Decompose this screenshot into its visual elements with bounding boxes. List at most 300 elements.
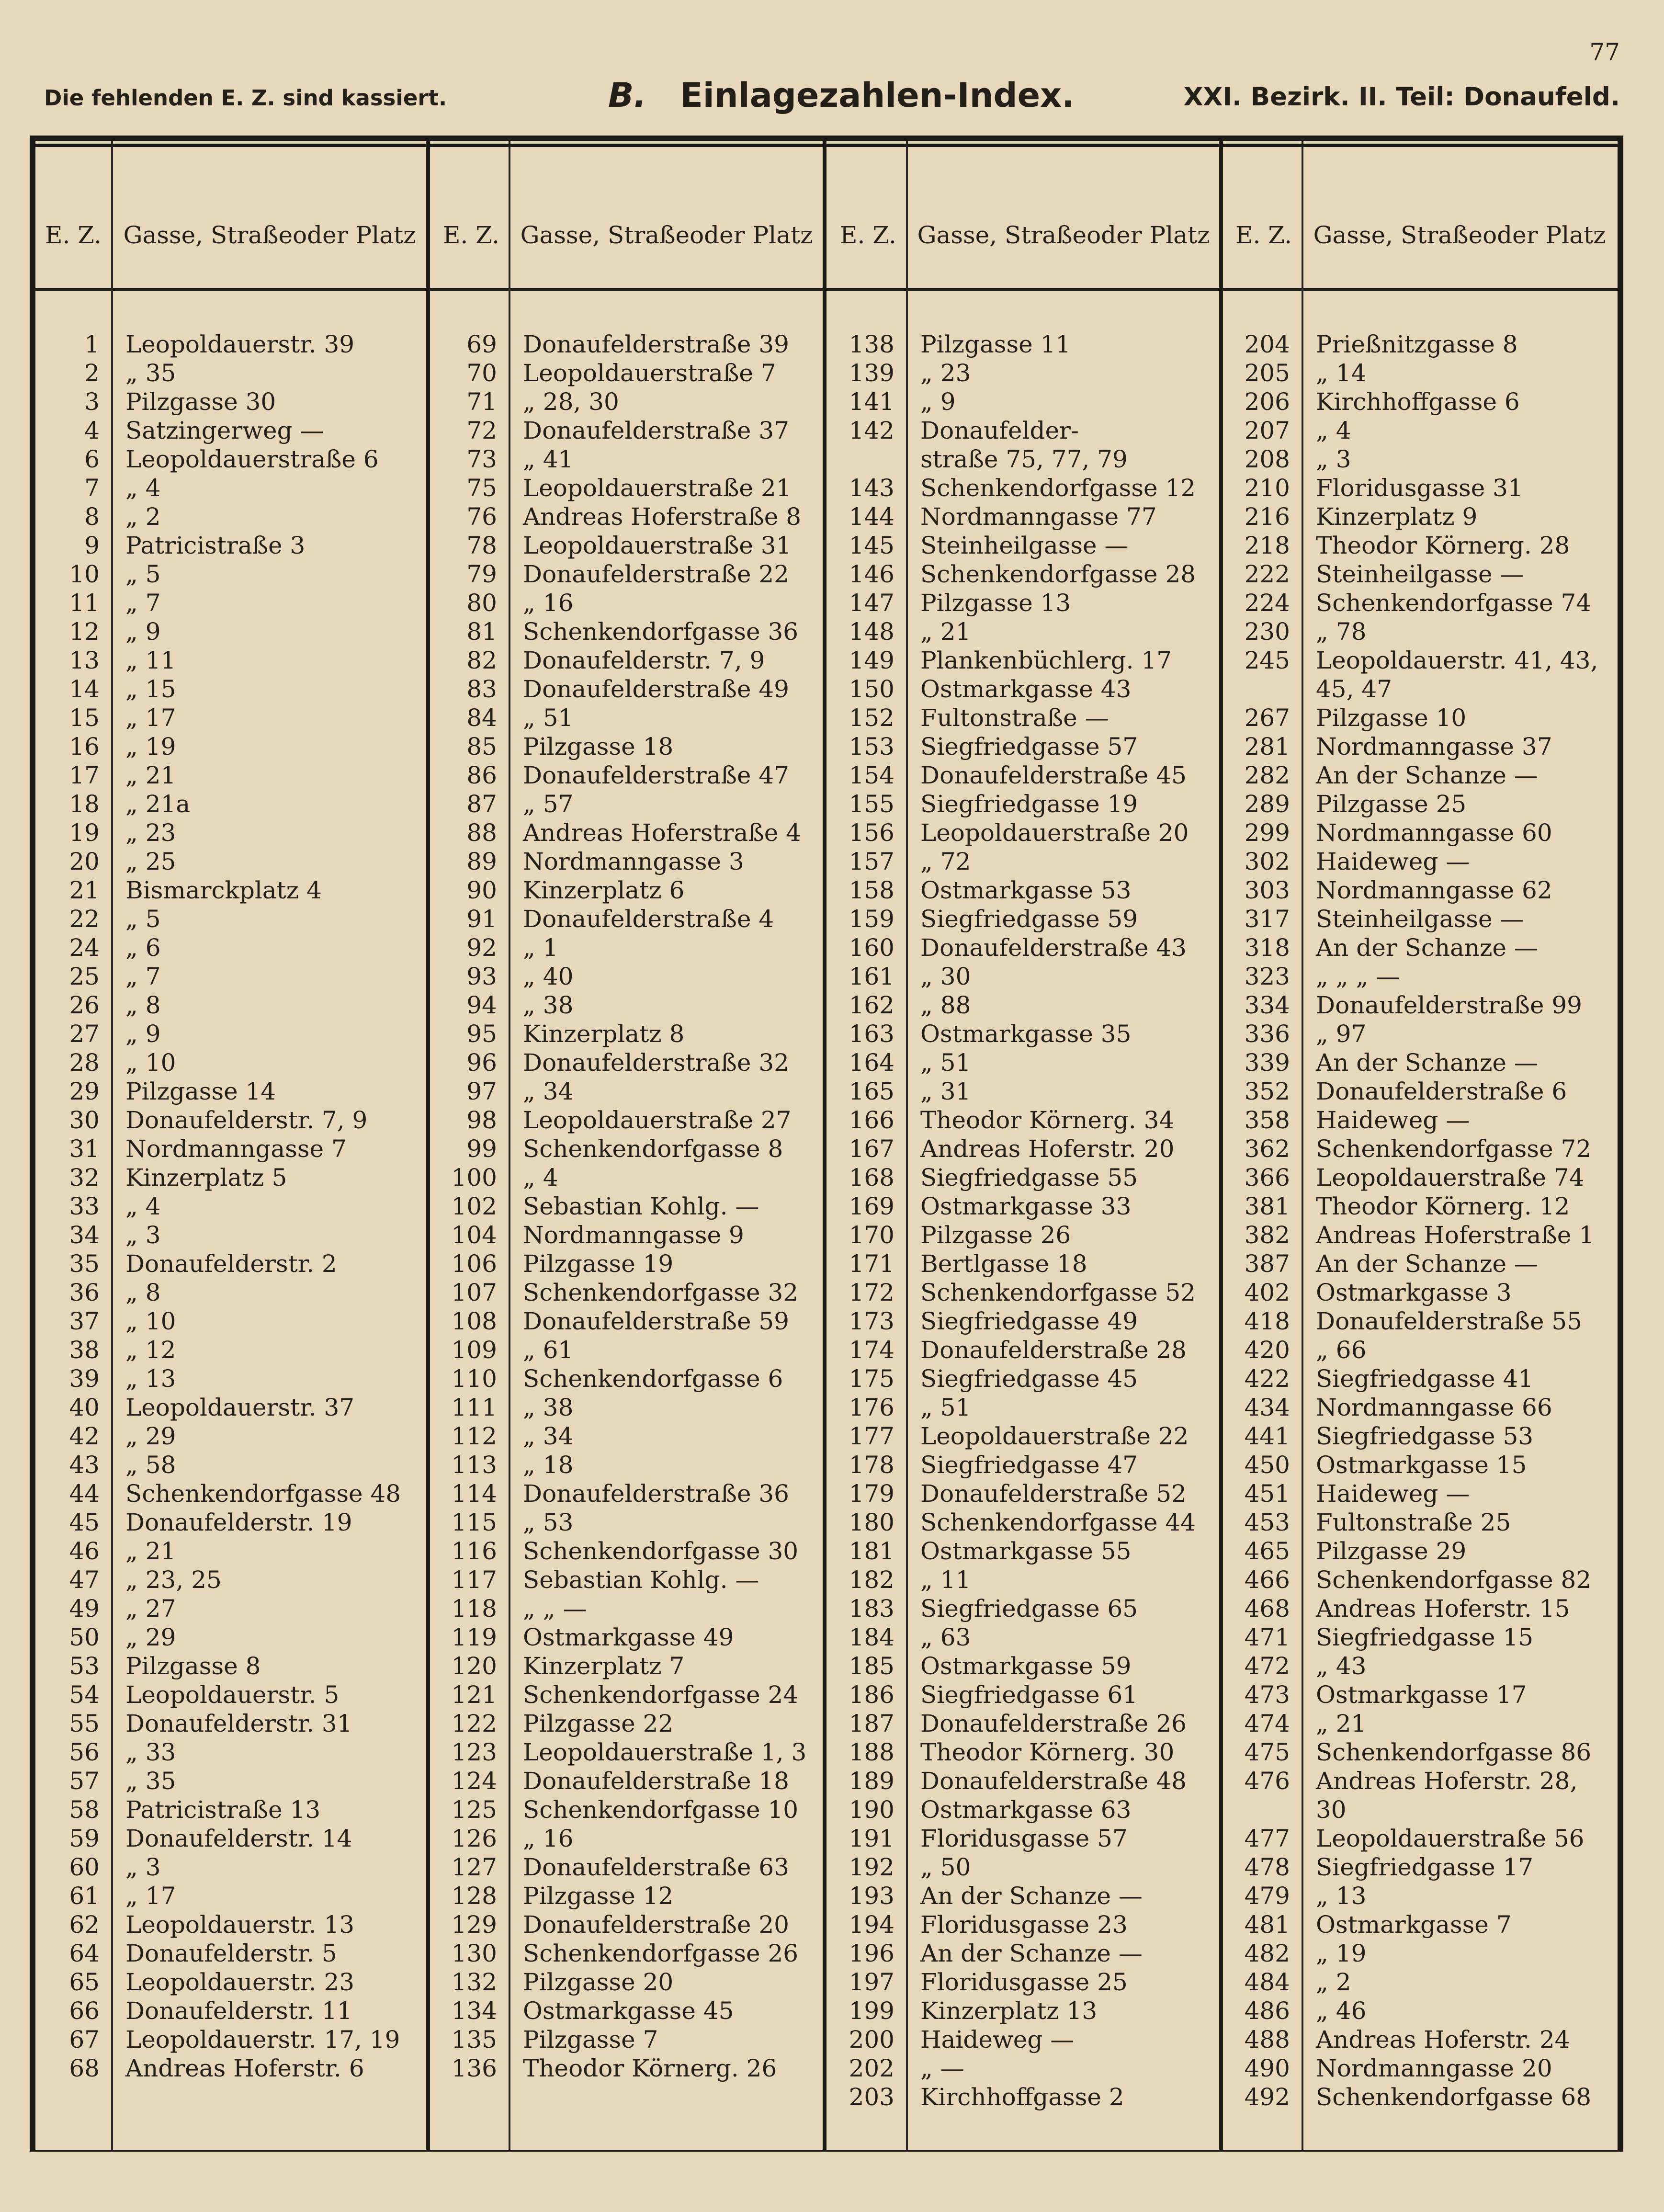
ez-number: 6 (84, 445, 100, 473)
ez-number: 112 (451, 1422, 497, 1450)
ez-number: 21 (69, 876, 100, 904)
ez-number: 451 (1244, 1480, 1290, 1508)
street-name: „ 14 (1316, 359, 1367, 387)
street-name: Nordmanngasse 20 (1316, 2054, 1552, 2082)
street-name: Siegfriedgasse 41 (1316, 1365, 1534, 1393)
street-name: Schenkendorfgasse 12 (920, 474, 1196, 502)
ez-number: 289 (1244, 790, 1290, 818)
ez-number: 362 (1244, 1135, 1290, 1163)
index-row (434, 560, 823, 589)
index-row (1226, 1164, 1616, 1192)
street-name: Kinzerplatz 5 (125, 1164, 287, 1191)
ez-number: 163 (849, 1020, 894, 1048)
street-name: „ 16 (523, 1825, 574, 1852)
index-row (1226, 1192, 1616, 1221)
index-row (1226, 618, 1616, 647)
index-row (1226, 1509, 1616, 1537)
street-name: Donaufelderstr. 5 (125, 1940, 337, 1967)
index-row (35, 1509, 426, 1537)
index-row (830, 1279, 1219, 1307)
ez-number: 153 (849, 733, 894, 760)
index-row (830, 1767, 1219, 1796)
index-row (1226, 1595, 1616, 1623)
street-name: Pilzgasse 10 (1316, 704, 1467, 732)
ez-number: 176 (849, 1394, 894, 1421)
index-row (434, 1623, 823, 1652)
index-table (30, 136, 1623, 2152)
index-row (434, 733, 823, 761)
index-row (830, 790, 1219, 819)
header-street (510, 187, 823, 283)
index-row (434, 1365, 823, 1394)
index-row (434, 1394, 823, 1422)
ez-number: 54 (69, 1681, 100, 1709)
ez-number: 130 (451, 1940, 497, 1967)
header-note-right: XXI. Bezirk. II. Teil: Donaufeld. (1183, 82, 1620, 112)
index-row (35, 1336, 426, 1365)
ez-number: 139 (849, 359, 894, 387)
index-row (35, 1049, 426, 1078)
index-row (830, 1164, 1219, 1192)
index-row (35, 790, 426, 819)
index-row (35, 1652, 426, 1681)
ez-number: 160 (849, 934, 894, 962)
ez-number: 76 (466, 503, 497, 531)
index-row (1226, 1106, 1616, 1135)
ez-number: 98 (466, 1106, 497, 1134)
ez-number: 202 (849, 2054, 894, 2082)
street-name: Haideweg — (920, 2026, 1075, 2053)
street-name: Pilzgasse 19 (523, 1250, 674, 1278)
ez-number: 317 (1244, 905, 1290, 933)
ez-number: 24 (69, 934, 100, 962)
street-name: „ 6 (125, 934, 161, 962)
ez-number: 174 (849, 1336, 894, 1364)
ez-number: 339 (1244, 1049, 1290, 1077)
index-row (1226, 1882, 1616, 1911)
street-name: Siegfriedgasse 61 (920, 1681, 1138, 1709)
index-row (434, 1537, 823, 1566)
street-name: Donaufelderstraße 45 (920, 761, 1187, 789)
ez-number: 20 (69, 848, 100, 875)
index-row (35, 445, 426, 474)
ez-number: 129 (451, 1911, 497, 1939)
ez-number: 56 (69, 1738, 100, 1766)
street-name: „ 9 (125, 618, 161, 646)
index-row (830, 1681, 1219, 1710)
street-name: „ 23 (125, 819, 176, 847)
ez-number: 66 (69, 1997, 100, 2025)
ez-number: 190 (849, 1796, 894, 1824)
index-row (434, 1192, 823, 1221)
index-row (434, 1882, 823, 1911)
ez-number: 192 (849, 1853, 894, 1881)
street-name: Theodor Körnerg. 30 (920, 1738, 1175, 1766)
ez-number: 318 (1244, 934, 1290, 962)
street-name: „ 13 (125, 1365, 176, 1393)
index-row (830, 388, 1219, 417)
index-row (35, 1192, 426, 1221)
ez-number: 78 (466, 532, 497, 559)
ez-number: 336 (1244, 1020, 1290, 1048)
ez-number: 46 (69, 1537, 100, 1565)
street-name: „ 21 (1316, 1710, 1367, 1737)
index-row (1226, 1566, 1616, 1595)
index-row (1226, 1911, 1616, 1940)
ez-number: 58 (69, 1796, 100, 1824)
index-row (434, 963, 823, 991)
ez-number: 171 (849, 1250, 894, 1278)
street-name: Haideweg — (1316, 848, 1470, 875)
street-name: Schenkendorfgasse 10 (523, 1796, 799, 1824)
street-name: Schenkendorfgasse 72 (1316, 1135, 1592, 1163)
ez-number: 39 (69, 1365, 100, 1393)
street-name: Donaufelderstraße 63 (523, 1853, 789, 1881)
street-name: Donaufelderstraße 55 (1316, 1307, 1582, 1335)
index-row (830, 1595, 1219, 1623)
index-row (1226, 1279, 1616, 1307)
index-row (830, 761, 1219, 790)
ez-number: 492 (1244, 2083, 1290, 2111)
index-row (434, 474, 823, 503)
street-name: Pilzgasse 22 (523, 1710, 674, 1737)
ez-number: 230 (1244, 618, 1290, 646)
ez-number: 144 (849, 503, 894, 531)
index-row (830, 1221, 1219, 1250)
street-name: An der Schanze — (920, 1940, 1143, 1967)
street-name: „ 7 (125, 963, 161, 990)
ez-number: 282 (1244, 761, 1290, 789)
street-name: Haideweg — (1316, 1106, 1470, 1134)
ez-number: 116 (451, 1537, 497, 1565)
street-name: Floridusgasse 25 (920, 1968, 1128, 1996)
index-row (830, 532, 1219, 560)
ez-number: 88 (466, 819, 497, 847)
index-row (35, 1020, 426, 1049)
index-row (830, 2054, 1219, 2083)
street-name: Leopoldauerstraße 20 (920, 819, 1189, 847)
index-row (35, 1164, 426, 1192)
index-row (830, 1451, 1219, 1480)
index-row (1226, 848, 1616, 876)
ez-number: 177 (849, 1422, 894, 1450)
index-row (35, 503, 426, 532)
ez-number: 127 (451, 1853, 497, 1881)
index-row (35, 1307, 426, 1336)
ez-number: 14 (69, 675, 100, 703)
ez-number: 200 (849, 2026, 894, 2053)
ez-number: 75 (466, 474, 497, 502)
street-name: „ 35 (125, 1767, 176, 1795)
index-row (434, 1940, 823, 1968)
street-name: Donaufelderstr. 31 (125, 1710, 352, 1737)
street-name: Donaufelderstr. 7, 9 (125, 1106, 368, 1134)
ez-number: 128 (451, 1882, 497, 1910)
street-name: Donaufelderstraße 39 (523, 330, 789, 358)
street-name: „ 3 (125, 1221, 161, 1249)
street-name: Pilzgasse 30 (125, 388, 276, 416)
index-row (35, 1480, 426, 1509)
header-street-line-1: Gasse, Straße (917, 221, 1087, 249)
index-row (830, 1365, 1219, 1394)
ez-number: 80 (466, 589, 497, 617)
street-name: „ 2 (1316, 1968, 1351, 1996)
street-name: „ 11 (125, 647, 176, 674)
ez-number: 107 (451, 1279, 497, 1306)
index-row (830, 905, 1219, 934)
index-row (830, 1307, 1219, 1336)
index-row (35, 1422, 426, 1451)
ez-number: 7 (84, 474, 100, 502)
street-name: Pilzgasse 14 (125, 1078, 276, 1105)
ez-number: 38 (69, 1336, 100, 1364)
ez-number: 159 (849, 905, 894, 933)
index-row (35, 1767, 426, 1796)
ez-number: 31 (69, 1135, 100, 1163)
street-name: Floridusgasse 57 (920, 1825, 1128, 1852)
ez-number: 64 (69, 1940, 100, 1967)
index-row (1226, 761, 1616, 790)
ez-number: 115 (451, 1509, 497, 1536)
index-row (35, 2026, 426, 2054)
ez-number: 47 (69, 1566, 100, 1594)
index-row (35, 1825, 426, 1853)
ez-number: 471 (1244, 1623, 1290, 1651)
street-name: An der Schanze — (1316, 934, 1538, 962)
ez-number: 187 (849, 1710, 894, 1737)
index-row (1226, 1135, 1616, 1164)
street-name: Prießnitzgasse 8 (1316, 330, 1518, 358)
ez-number: 191 (849, 1825, 894, 1852)
street-name: Andreas Hoferstr. 24 (1316, 2026, 1570, 2053)
index-row (830, 1940, 1219, 1968)
ez-number: 3 (84, 388, 100, 416)
ez-number: 181 (849, 1537, 894, 1565)
index-row (1226, 1652, 1616, 1681)
street-name: Kinzerplatz 8 (523, 1020, 685, 1048)
index-row (830, 589, 1219, 618)
index-row (434, 330, 823, 359)
index-row (434, 761, 823, 790)
ez-number: 188 (849, 1738, 894, 1766)
ez-number: 206 (1244, 388, 1290, 416)
street-name: „ 2 (125, 503, 161, 531)
index-row (1226, 675, 1616, 704)
index-row (830, 503, 1219, 532)
street-name: Andreas Hoferstr. 20 (920, 1135, 1175, 1163)
street-name: Theodor Körnerg. 26 (523, 2054, 777, 2082)
street-name: Leopoldauerstraße 6 (125, 445, 379, 473)
index-row (830, 359, 1219, 388)
ez-number: 358 (1244, 1106, 1290, 1134)
street-name: 45, 47 (1316, 675, 1392, 703)
top-rule (35, 144, 1618, 147)
street-name: Donaufelderstraße 28 (920, 1336, 1187, 1364)
ez-number: 118 (451, 1595, 497, 1622)
index-row (830, 733, 1219, 761)
index-row (35, 1250, 426, 1279)
street-name: „ 10 (125, 1049, 176, 1077)
index-row (434, 1307, 823, 1336)
index-row (35, 848, 426, 876)
ez-number: 57 (69, 1767, 100, 1795)
ez-number: 22 (69, 905, 100, 933)
ez-number: 124 (451, 1767, 497, 1795)
index-row (830, 1049, 1219, 1078)
ez-number: 109 (451, 1336, 497, 1364)
street-name: „ 5 (125, 560, 161, 588)
index-row (35, 1595, 426, 1623)
street-name: Nordmanngasse 66 (1316, 1394, 1552, 1421)
index-row (1226, 560, 1616, 589)
index-row (35, 733, 426, 761)
street-name: „ 21a (125, 790, 191, 818)
ez-number: 184 (849, 1623, 894, 1651)
index-row (1226, 1825, 1616, 1853)
street-name: „ 30 (920, 963, 971, 990)
ez-number: 114 (451, 1480, 497, 1508)
index-row (434, 1020, 823, 1049)
street-name: Schenkendorfgasse 86 (1316, 1738, 1592, 1766)
street-name: Siegfriedgasse 53 (1316, 1422, 1534, 1450)
ez-number: 91 (466, 905, 497, 933)
ez-number: 245 (1244, 647, 1290, 674)
street-name: Ostmarkgasse 17 (1316, 1681, 1527, 1709)
index-row (830, 560, 1219, 589)
index-row (35, 330, 426, 359)
street-name: Nordmanngasse 62 (1316, 876, 1552, 904)
street-name: Kinzerplatz 13 (920, 1997, 1098, 2025)
street-name: „ 38 (523, 1394, 574, 1421)
ez-number: 89 (466, 848, 497, 875)
ez-number: 486 (1244, 1997, 1290, 2025)
index-row (434, 1767, 823, 1796)
street-name: „ 97 (1316, 1020, 1367, 1048)
ez-number: 79 (466, 560, 497, 588)
ez-number: 207 (1244, 417, 1290, 444)
ez-number: 27 (69, 1020, 100, 1048)
ez-number: 175 (849, 1365, 894, 1393)
ez-number: 135 (451, 2026, 497, 2053)
index-row (830, 1968, 1219, 1997)
index-row (434, 1738, 823, 1767)
street-name: Ostmarkgasse 35 (920, 1020, 1132, 1048)
street-name: „ 8 (125, 1279, 161, 1306)
street-name: „ 61 (523, 1336, 574, 1364)
street-name: Siegfriedgasse 47 (920, 1451, 1138, 1479)
ez-number: 488 (1244, 2026, 1290, 2053)
index-row (830, 675, 1219, 704)
ez-number: 422 (1244, 1365, 1290, 1393)
ez-number: 478 (1244, 1853, 1290, 1881)
ez-number: 267 (1244, 704, 1290, 732)
index-row (1226, 1796, 1616, 1825)
street-name: „ 58 (125, 1451, 176, 1479)
ez-number: 97 (466, 1078, 497, 1105)
ez-number: 381 (1244, 1192, 1290, 1220)
street-name: Leopoldauerstraße 7 (523, 359, 776, 387)
index-row (830, 963, 1219, 991)
group-separator (1219, 141, 1223, 2150)
index-row (434, 675, 823, 704)
index-row (1226, 1710, 1616, 1738)
index-row (830, 330, 1219, 359)
ez-number: 117 (451, 1566, 497, 1594)
street-name: „ 51 (523, 704, 574, 732)
street-name: Ostmarkgasse 33 (920, 1192, 1132, 1220)
street-name: Fultonstraße 25 (1316, 1509, 1511, 1536)
index-row (830, 1250, 1219, 1279)
street-name: „ 17 (125, 1882, 176, 1910)
ez-number: 93 (466, 963, 497, 990)
index-row (830, 1882, 1219, 1911)
index-row (830, 1566, 1219, 1595)
street-name: „ 4 (125, 474, 161, 502)
index-row (434, 1796, 823, 1825)
ez-number: 155 (849, 790, 894, 818)
ez-number: 104 (451, 1221, 497, 1249)
ez-number: 387 (1244, 1250, 1290, 1278)
street-name: „ 3 (125, 1853, 161, 1881)
street-name: Siegfriedgasse 59 (920, 905, 1138, 933)
street-name: Siegfriedgasse 19 (920, 790, 1138, 818)
ez-number: 18 (69, 790, 100, 818)
ez-number: 194 (849, 1911, 894, 1939)
ez-number: 161 (849, 963, 894, 990)
index-row (434, 819, 823, 848)
index-row (35, 2054, 426, 2083)
ez-number: 83 (466, 675, 497, 703)
index-row (434, 1997, 823, 2026)
ez-number: 99 (466, 1135, 497, 1163)
ez-number: 172 (849, 1279, 894, 1306)
ez-number: 150 (849, 675, 894, 703)
ez-number: 466 (1244, 1566, 1290, 1594)
index-row (830, 2026, 1219, 2054)
street-name: Pilzgasse 13 (920, 589, 1071, 617)
index-row (1226, 1049, 1616, 1078)
index-row (434, 1968, 823, 1997)
street-name: Pilzgasse 12 (523, 1882, 674, 1910)
index-row (1226, 532, 1616, 560)
section-heading (608, 76, 1075, 115)
ez-number: 30 (69, 1106, 100, 1134)
index-row (1226, 1422, 1616, 1451)
street-name: Bismarckplatz 4 (125, 876, 322, 904)
index-row (35, 1106, 426, 1135)
street-name: Donaufelderstraße 47 (523, 761, 789, 789)
index-row (1226, 790, 1616, 819)
street-name: „ 38 (523, 991, 574, 1019)
index-row (1226, 1221, 1616, 1250)
ez-number: 197 (849, 1968, 894, 1996)
street-name: „ 63 (920, 1623, 971, 1651)
street-name: Leopoldauerstr. 37 (125, 1394, 355, 1421)
index-row (434, 388, 823, 417)
street-name: Leopoldauerstr. 5 (125, 1681, 340, 1709)
index-row (830, 819, 1219, 848)
street-name: „ 50 (920, 1853, 971, 1881)
index-row (35, 589, 426, 618)
ez-number: 303 (1244, 876, 1290, 904)
index-row (434, 1911, 823, 1940)
index-row (434, 1221, 823, 1250)
ez-number: 156 (849, 819, 894, 847)
street-name: Schenkendorfgasse 82 (1316, 1566, 1592, 1594)
index-row (35, 905, 426, 934)
index-row (35, 417, 426, 445)
street-name: „ 16 (523, 589, 574, 617)
